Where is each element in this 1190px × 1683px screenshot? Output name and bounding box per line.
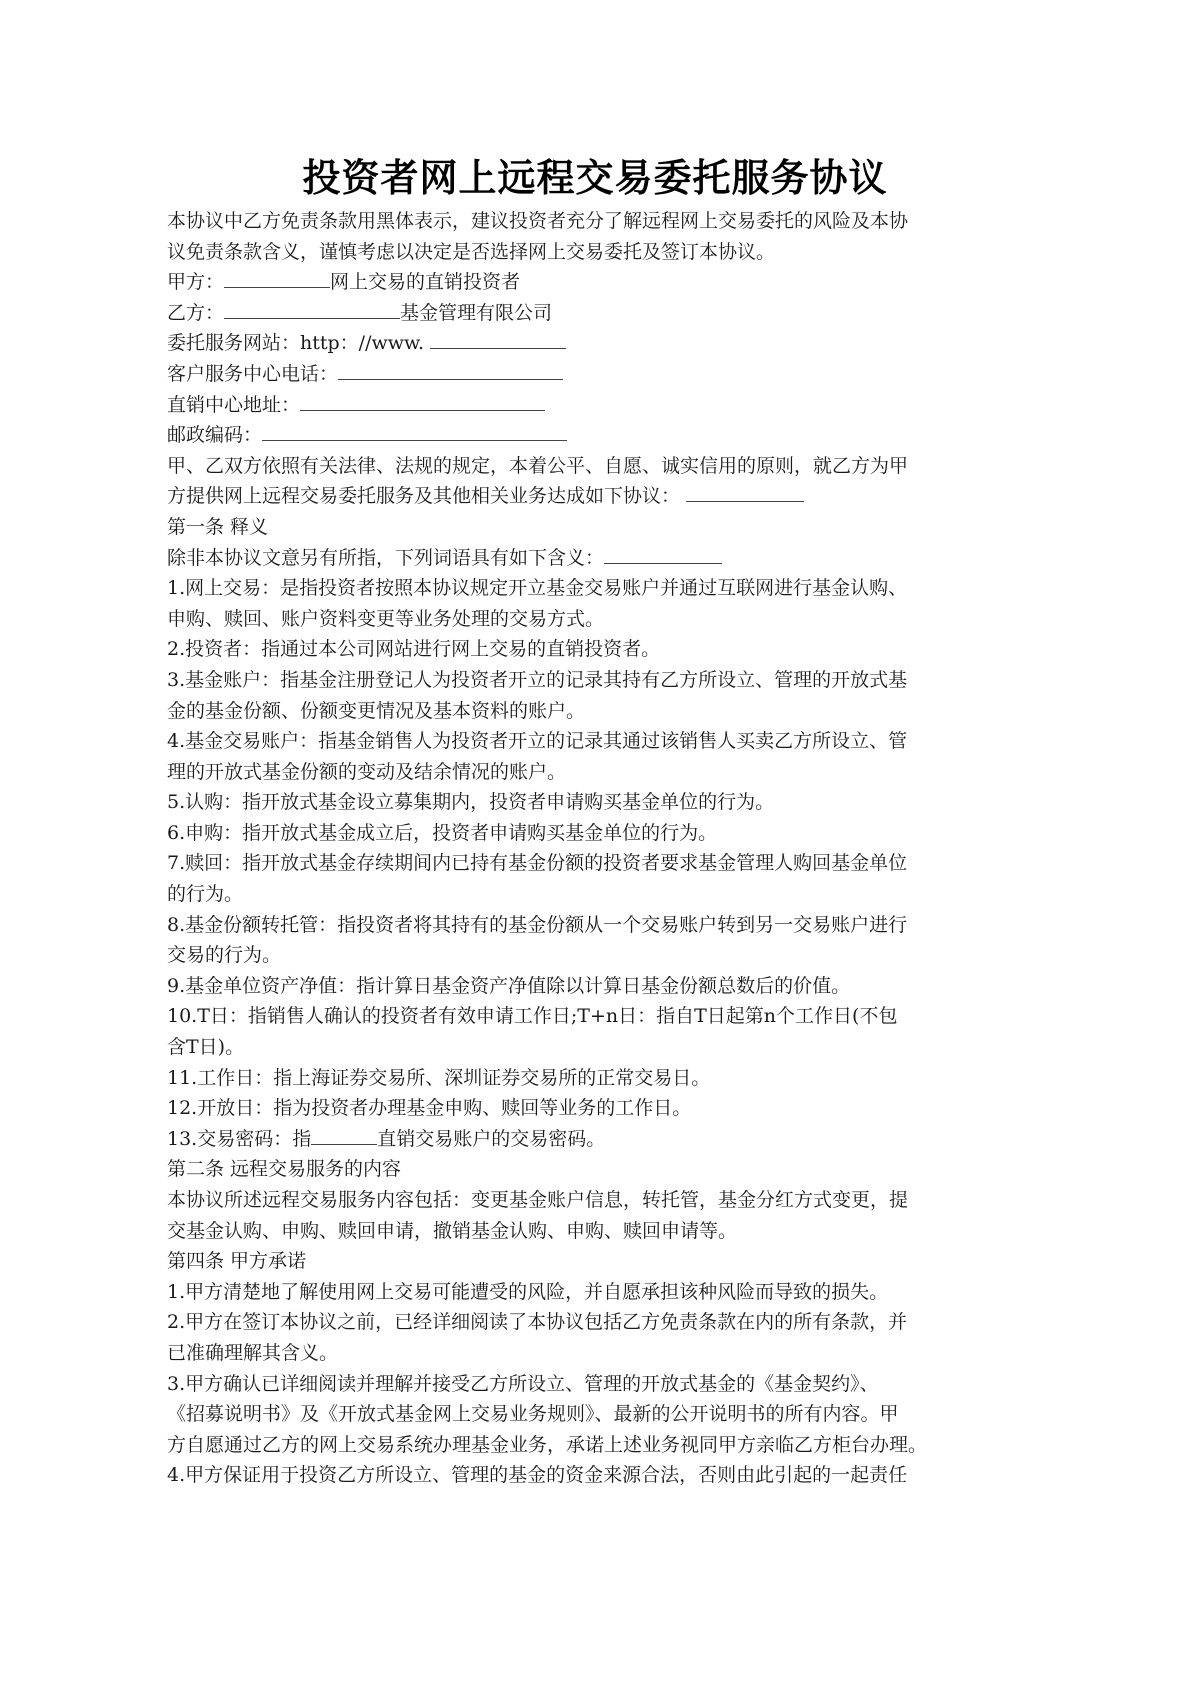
article-2-line-2: 交基金认购、申购、赎回申请，撤销基金认购、申购、赎回申请等。 <box>167 1219 738 1242</box>
party-a-line <box>167 267 1027 298</box>
preamble-line-2 <box>167 481 1027 512</box>
phone-line <box>167 359 1027 390</box>
definition-4-line-2: 理的开放式基金份额的变动及结余情况的账户。 <box>167 760 567 783</box>
intro-line-1: 本协议中乙方免责条款用黑体表示，建议投资者充分了解远程网上交易委托的风险及本协 <box>167 210 909 232</box>
definition-10-line-1: 10.T日：指销售人确认的投资者有效申请工作日;T+n日：指自T日起第n个工作日(不包 <box>167 1005 898 1028</box>
article-1-heading: 第一条 释义 <box>167 515 269 538</box>
party-b-label: 乙方： <box>167 301 225 324</box>
website-line <box>167 328 1027 359</box>
definitions-blank[interactable] <box>604 545 722 564</box>
definition-7-line-2: 的行为。 <box>167 883 244 906</box>
definition-7-line-1: 7.赎回：指开放式基金存续期间内已持有基金份额的投资者要求基金管理人购回基金单位 <box>167 852 908 875</box>
postcode-label: 邮政编码： <box>167 424 263 447</box>
article-2-heading: 第二条 远程交易服务的内容 <box>167 1158 402 1181</box>
definition-8-line-2: 交易的行为。 <box>167 944 282 967</box>
definition-9: 9.基金单位资产净值：指计算日基金资产净值除以计算日基金份额总数后的价值。 <box>167 974 851 997</box>
definition-13-text: 直销交易账户的交易密码。 <box>377 1127 606 1150</box>
preamble-line-1: 甲、乙双方依照有关法律、法规的规定，本着公平、自愿、诚实信用的原则，就乙方为甲 <box>167 454 909 477</box>
definition-1-line-1: 1.网上交易：是指投资者按照本协议规定开立基金交易账户并通过互联网进行基金认购、 <box>167 577 908 600</box>
website-label: 委托服务网站：http：//www. <box>167 332 431 355</box>
definition-13-blank[interactable] <box>311 1126 377 1145</box>
definition-2: 2.投资者：指通过本公司网站进行网上交易的直销投资者。 <box>167 638 661 661</box>
website-blank[interactable] <box>430 330 566 349</box>
commitment-3-line-3: 方自愿通过乙方的网上交易系统办理基金业务，承诺上述业务视同甲方亲临乙方柜台办理。 <box>167 1433 928 1456</box>
commitment-2-line-1: 2.甲方在签订本协议之前，已经详细阅读了本协议包括乙方免责条款在内的所有条款，并 <box>167 1311 908 1334</box>
party-a-blank[interactable] <box>224 269 330 288</box>
preamble-text: 方提供网上远程交易委托服务及其他相关业务达成如下协议： <box>167 485 681 508</box>
definition-3-line-1: 3.基金账户：指基金注册登记人为投资者开立的记录其持有乙方所设立、管理的开放式基 <box>167 668 908 691</box>
definition-5: 5.认购：指开放式基金设立募集期内，投资者申请购买基金单位的行为。 <box>167 791 775 814</box>
party-a-desc: 网上交易的直销投资者 <box>330 271 521 294</box>
definition-4-line-1: 4.基金交易账户：指基金销售人为投资者开立的记录其通过该销售人买卖乙方所设立、管 <box>167 730 908 753</box>
definition-10-line-2: 含T日)。 <box>167 1036 245 1059</box>
definition-8-line-1: 8.基金份额转托管：指投资者将其持有的基金份额从一个交易账户转到另一交易账户进行 <box>167 913 908 936</box>
commitment-2-line-2: 已准确理解其含义。 <box>167 1341 339 1364</box>
commitment-3-line-1: 3.甲方确认已详细阅读并理解并接受乙方所设立、管理的开放式基金的《基金契约》、 <box>167 1372 879 1395</box>
commitment-3-line-2: 《招募说明书》及《开放式基金网上交易业务规则》、最新的公开说明书的所有内容。甲 <box>167 1403 899 1426</box>
party-a-label: 甲方： <box>167 271 225 294</box>
postcode-blank[interactable] <box>262 422 567 441</box>
definition-3-line-2: 金的基金份额、份额变更情况及基本资料的账户。 <box>167 699 586 722</box>
definition-6: 6.申购：指开放式基金成立后，投资者申请购买基金单位的行为。 <box>167 821 718 844</box>
document-title: 投资者网上远程交易委托服务协议 <box>302 156 888 200</box>
definition-13 <box>167 1124 1027 1155</box>
commitment-4-line-1: 4.甲方保证用于投资乙方所设立、管理的基金的资金来源合法，否则由此引起的一起责任 <box>167 1464 908 1487</box>
document-body <box>167 206 1027 1491</box>
phone-label: 客户服务中心电话： <box>167 362 339 385</box>
address-line <box>167 390 1027 421</box>
preamble-blank[interactable] <box>686 483 804 502</box>
phone-blank[interactable] <box>338 361 563 380</box>
definition-12: 12.开放日：指为投资者办理基金申购、赎回等业务的工作日。 <box>167 1097 692 1120</box>
postcode-line <box>167 420 1027 451</box>
article-2-line-1: 本协议所述远程交易服务内容包括：变更基金账户信息，转托管，基金分红方式变更，提 <box>167 1189 909 1211</box>
article-4-heading: 第四条 甲方承诺 <box>167 1250 307 1273</box>
definitions-intro <box>167 543 1027 574</box>
intro-line-2: 议免责条款含义，谨慎考虑以决定是否选择网上交易委托及签订本协议。 <box>167 240 776 263</box>
address-label: 直销中心地址： <box>167 393 301 416</box>
commitment-1: 1.甲方清楚地了解使用网上交易可能遭受的风险，并自愿承担该种风险而导致的损失。 <box>167 1280 889 1303</box>
definition-1-line-2: 申购、赎回、账户资料变更等业务处理的交易方式。 <box>167 607 605 630</box>
definition-13-label: 13.交易密码：指 <box>167 1127 312 1150</box>
party-b-line <box>167 298 1027 329</box>
address-blank[interactable] <box>300 392 545 411</box>
definition-11: 11.工作日：指上海证券交易所、深圳证券交易所的正常交易日。 <box>167 1066 711 1089</box>
party-b-desc: 基金管理有限公司 <box>400 301 553 324</box>
definitions-intro-text: 除非本协议文意另有所指，下列词语具有如下含义： <box>167 546 605 569</box>
party-b-blank[interactable] <box>224 300 400 319</box>
